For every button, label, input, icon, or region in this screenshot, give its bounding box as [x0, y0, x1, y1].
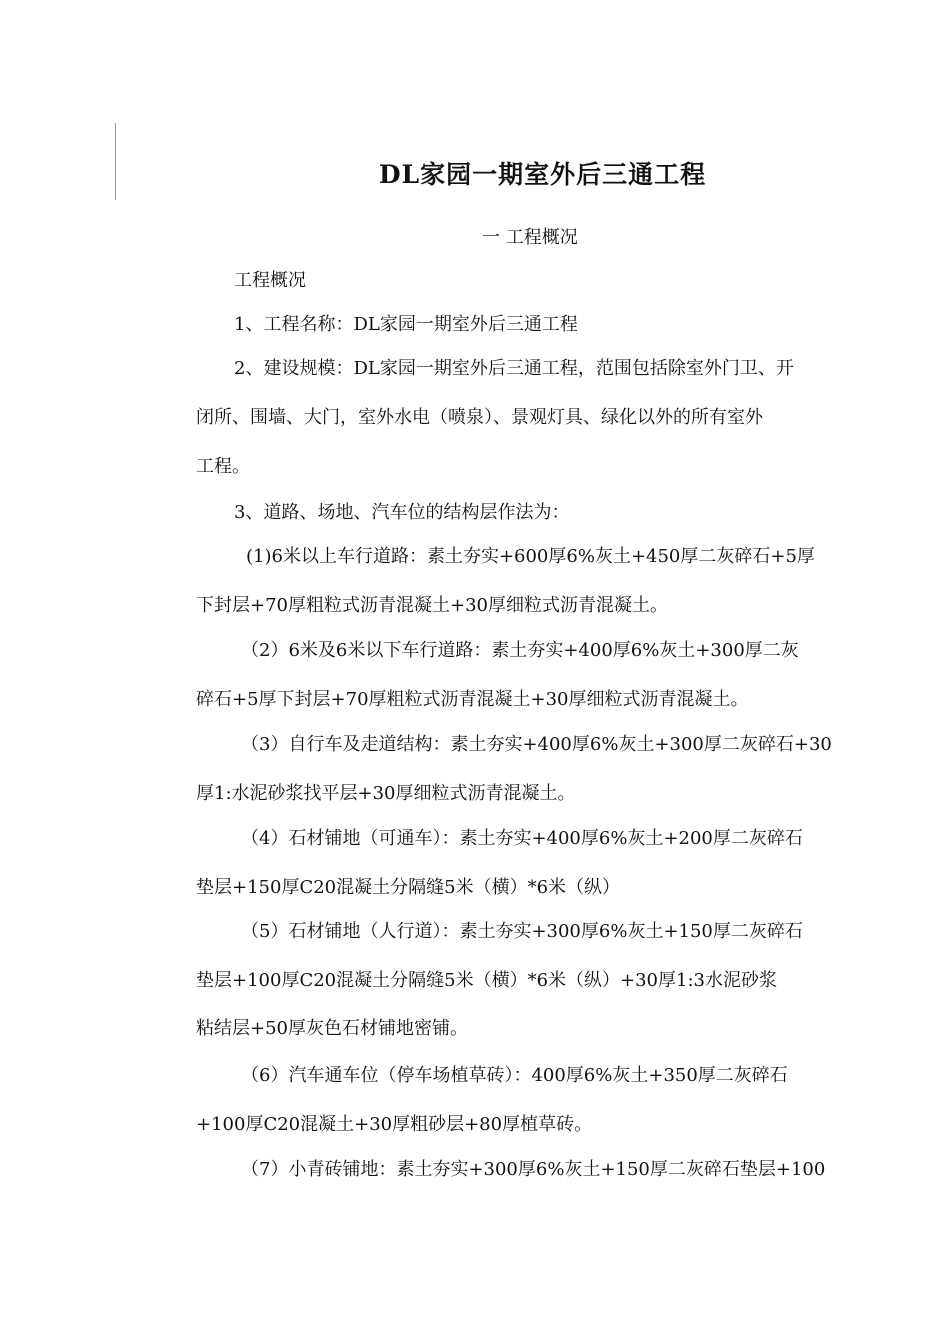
paragraph-line: （5）石材铺地（人行道）：素土夯实+300厚6%灰土+150厚二灰碎石 — [241, 921, 803, 942]
paragraph-line: 厚1:水泥砂浆找平层+30厚细粒式沥青混凝土。 — [196, 783, 576, 804]
paragraph-line: (1)6米以上车行道路：素土夯实+600厚6%灰土+450厚二灰碎石+5厚 — [246, 546, 815, 567]
document-title: DL家园一期室外后三通工程 — [378, 160, 707, 189]
paragraph-line: 3、道路、场地、汽车位的结构层作法为： — [234, 502, 570, 523]
paragraph-line: 闭所、围墙、大门，室外水电（喷泉）、景观灯具、绿化以外的所有室外 — [196, 407, 763, 428]
paragraph-line: （2）6米及6米以下车行道路：素土夯实+400厚6%灰土+300厚二灰 — [241, 640, 799, 661]
paragraph-line: （7）小青砖铺地：素土夯实+300厚6%灰土+150厚二灰碎石垫层+100 — [241, 1159, 826, 1180]
paragraph-line: （4）石材铺地（可通车）：素土夯实+400厚6%灰土+200厚二灰碎石 — [241, 828, 803, 849]
paragraph-line: （6）汽车通车位（停车场植草砖）：400厚6%灰土+350厚二灰碎石 — [241, 1065, 788, 1086]
paragraph-line: +100厚C20混凝土+30厚粗砂层+80厚植草砖。 — [196, 1114, 593, 1135]
paragraph-line: 粘结层+50厚灰色石材铺地密铺。 — [196, 1018, 468, 1039]
paragraph-line: 工程。 — [196, 456, 250, 477]
paragraph-line: 工程概况 — [234, 270, 306, 291]
paragraph-line: 垫层+100厚C20混凝土分隔缝5米（横）*6米（纵）+30厚1:3水泥砂浆 — [196, 970, 777, 991]
paragraph-line: （3）自行车及走道结构：素土夯实+400厚6%灰土+300厚二灰碎石+30 — [241, 734, 832, 755]
paragraph-line: 下封层+70厚粗粒式沥青混凝土+30厚细粒式沥青混凝土。 — [196, 595, 668, 616]
paragraph-line: 1、工程名称：DL家园一期室外后三通工程 — [234, 314, 578, 335]
paragraph-line: 垫层+150厚C20混凝土分隔缝5米（横）*6米（纵） — [196, 877, 621, 898]
section-heading: 一 工程概况 — [482, 227, 578, 248]
paragraph-line: 2、建设规模：DL家园一期室外后三通工程，范围包括除室外门卫、开 — [234, 358, 794, 379]
paragraph-line: 碎石+5厚下封层+70厚粗粒式沥青混凝土+30厚细粒式沥青混凝土。 — [196, 689, 749, 710]
